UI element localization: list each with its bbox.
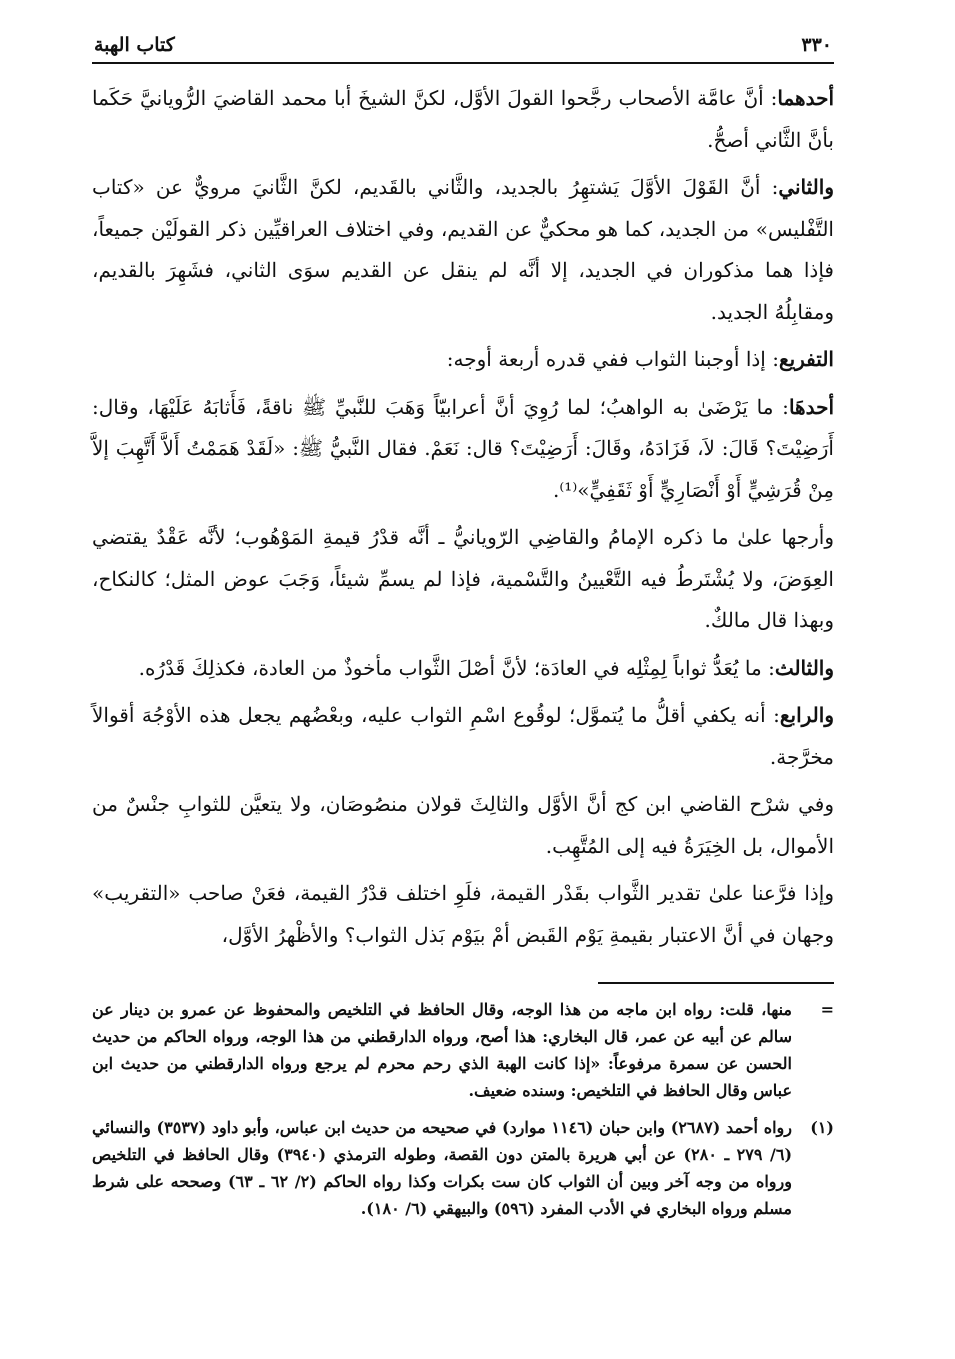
footnote-text: منها، قلت: رواه ابن ماجه من هذا الوجه، وقال الحافظ في التلخيص والمحفوظ عن عمرو بن دينار عن سالم عن أبيه عن عمر، قال البخاري: هذا أصح، ورواه الدارقطني من هذا الوجه، ورواه الحاكم من حديث الحسن عن سمرة مرفوعاً: «إذا كانت الهبة الذي رحم محرم لم يرجع ورواه الدارقطني من حديث ابن عباس وقال الحافظ في التلخيص: وسنده ضعيف. xyxy=(92,1000,792,1100)
paragraph-lead: والثالث xyxy=(774,655,834,680)
paragraph-text: : أنه يكفي أقلُّ ما يُتموَّل؛ لوقُوع اسْمِ الثواب عليه، وبعْضُهم يجعل هذه الأوْجُهَ أقوالاً مخرَّجة. xyxy=(92,703,834,769)
page-number: ٣٣٠ xyxy=(801,34,832,56)
paragraph-text: : أنَّ عامَّة الأصحاب رجَّحوا القولَ الأوَّل، لكنَّ الشيخَ أبا محمد القاضيَ الرُّويانيَّ حَكَما بأنَّ الثَّاني أصحُّ. xyxy=(92,86,834,152)
running-header xyxy=(92,34,834,64)
paragraph-text: : إذا أوجبنا الثواب ففي قدره أربعة أوجه: xyxy=(446,347,779,371)
paragraph-6 xyxy=(92,648,834,690)
paragraph-2 xyxy=(92,167,834,333)
paragraph-text: وأرجها علىٰ ما ذكره الإمامُ والقاضِي الرّويانيُّ ـ أنَّه قدْرُ قيمةِ المَوْهُوب؛ لأنَّه عَقْدٌ يقتضي العِوَضَ، ولا يُشْتَرطُ فيه التَّعْيينُ والتَّسْمية، فإذا لم يسمِّ شيئاً، وَجَبَ عوض المثل؛ كالنكاح، وبهذا قال مالكٌ. xyxy=(92,525,834,632)
paragraph-text: : ما يَرْضَىٰ به الواهبُ؛ لما رُوِيَ أنَّ أعرابيّاً وَهَبَ للنَّبيِّ ﷺ ناقةً، فَأَثابَهُ عَلَيْهَا، وقال: أَرَضِيْتَ؟ قَالَ: لاَ، فَزَادَهُ، وقَالَ: أَرَضِيْتَ؟ قال: نَعَمْ. فقال النَّبيُّ ﷺ: «لَقَدْ هَمَمْتُ أَلاَّ أَتَّهِبَ إلاَّ مِنْ قُرَشِيٍّ أَوْ أَنْصَارِيٍّ أَوْ ثَقَفِيٍّ»⁽¹⁾. xyxy=(92,394,834,502)
paragraph-text: : ما يُعَدُّ ثواباً لِمِثْلِه في العادَة؛ لأنَّ أصْلَ الثَّواب مأخوذٌ من العادة، فكذلِكَ قَدْرُه. xyxy=(138,655,775,680)
footnote-mark: (١) xyxy=(810,1118,834,1137)
book-title: كتاب الهبة xyxy=(94,34,175,56)
footnote-continued xyxy=(92,996,834,1104)
footnotes xyxy=(92,996,834,1222)
paragraph-7 xyxy=(92,695,834,778)
footnote-1 xyxy=(92,1114,834,1222)
paragraph-text: وإذا فرَّعنا علىٰ تقدير الثَّواب بقَدْر القيمة، فلَوِ اختلف قدْرُ القيمة، فعَنْ صاحب «التقريب» وجهان في أنَّ الاعتبار بقيمةِ يَوْم القَبض أمْ بيَوْم بَذل الثواب؟ والأظْهرُ الأوَّل، xyxy=(92,881,834,947)
paragraph-lead: والثاني xyxy=(778,175,834,199)
footnote-text: رواه أحمد (٢٦٨٧) وابن حبان (١١٤٦ موارد) في صحيحه من حديث ابن عباس، وأبو داود (٣٥٣٧) والنسائي (٦/ ٢٧٩ ـ ٢٨٠) عن أبي هريرة بالمتن دون القصة، وطوله الترمذي (٣٩٤٠) وقال الحافظ في التلخيص ورواه من وجه آخر وبين أن الثواب كان ست بكرات وكذا رواه الحاكم (٢/ ٦٢ ـ ٦٣) وصححه على شرط مسلم ورواه البخاري في الأدب المفرد (٥٩٦) والبيهقي (٦/ ١٨٠). xyxy=(92,1118,793,1218)
paragraph-lead: أحدهما xyxy=(777,86,834,110)
paragraph-9 xyxy=(92,873,834,956)
paragraph-lead: والرابع xyxy=(779,703,834,727)
paragraph-lead: التفريع xyxy=(778,347,834,371)
paragraph-text: وفي شرْح القاضي ابن كج أنَّ الأوَّل والثالِثَ قولان منصُوصَان، ولا يتعيَّن للثوابِ جنْسٌ من الأموال، بل الخِيَرَةُ فيه إلى المُتَّهِب. xyxy=(92,792,834,858)
paragraph-4 xyxy=(92,387,834,512)
footnote-divider xyxy=(598,982,834,984)
book-page xyxy=(92,34,834,1232)
paragraph-8 xyxy=(92,784,834,867)
footnote-mark: = xyxy=(820,1000,834,1019)
paragraph-1 xyxy=(92,78,834,161)
paragraph-3 xyxy=(92,339,834,381)
paragraph-text: : أنَّ القَوْلَ الأوَّلَ يَشتهِرُ بالجديد، والثَّاني بالقَديم، لكنَّ الثَّانيَ مرويٌّ عن «كتاب التَّفْليس» من الجديد، كما هو محكيٌّ عن القديم، وفي اختلاف العراقيِّين ذكر القولَيْن جميعاً، فإذا هما مذكوران في الجديد، إلا أنَّه لم ينقل عن القديم سوَى الثاني، فشَهِرَ بالقديم، ومقابِلُهُ الجديد. xyxy=(92,175,834,324)
paragraph-5 xyxy=(92,517,834,642)
paragraph-lead: أحدهَا xyxy=(788,394,834,419)
main-text xyxy=(92,78,834,956)
